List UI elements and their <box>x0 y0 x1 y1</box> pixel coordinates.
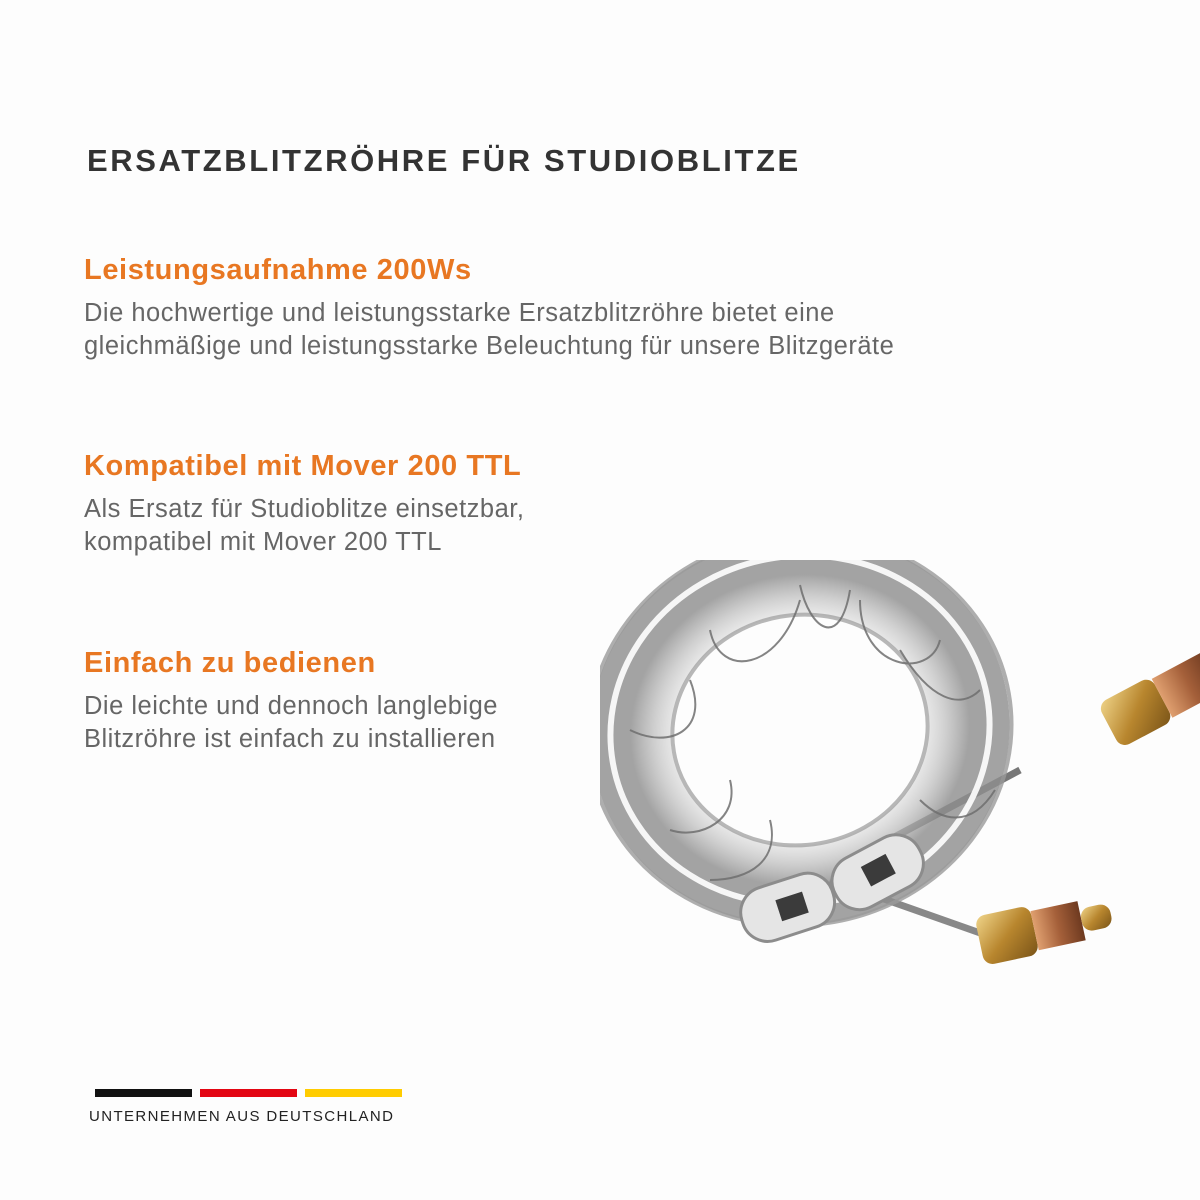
flag-stripe-black <box>95 1089 192 1097</box>
feature-description-line: Die leichte und dennoch langlebige <box>84 692 498 720</box>
feature-power <box>84 254 1084 363</box>
flag-stripe-red <box>200 1089 297 1097</box>
feature-compatibility <box>84 450 1084 559</box>
feature-description-line: kompatibel mit Mover 200 TTL <box>84 528 442 556</box>
page-title: ERSATZBLITZRÖHRE FÜR STUDIOBLITZE <box>87 143 801 178</box>
german-flag-bar <box>95 1089 402 1097</box>
company-origin-label: UNTERNEHMEN AUS DEUTSCHLAND <box>89 1108 395 1125</box>
feature-description-line: Blitzröhre ist einfach zu installieren <box>84 725 496 753</box>
feature-description-line: gleichmäßige und leistungsstarke Beleuchtung für unsere Blitzgeräte <box>84 332 895 360</box>
feature-description-line: Als Ersatz für Studioblitze einsetzbar, <box>84 495 525 523</box>
feature-description-line: Die hochwertige und leistungsstarke Ersatzblitzröhre bietet eine <box>84 299 835 327</box>
feature-description <box>84 297 1084 363</box>
flag-stripe-gold <box>305 1089 402 1097</box>
feature-heading: Einfach zu bedienen <box>84 647 376 679</box>
feature-description <box>84 493 1084 559</box>
feature-heading: Leistungsaufnahme 200Ws <box>84 254 472 286</box>
feature-heading: Kompatibel mit Mover 200 TTL <box>84 450 522 482</box>
flash-tube-ring-icon <box>600 560 1200 1200</box>
